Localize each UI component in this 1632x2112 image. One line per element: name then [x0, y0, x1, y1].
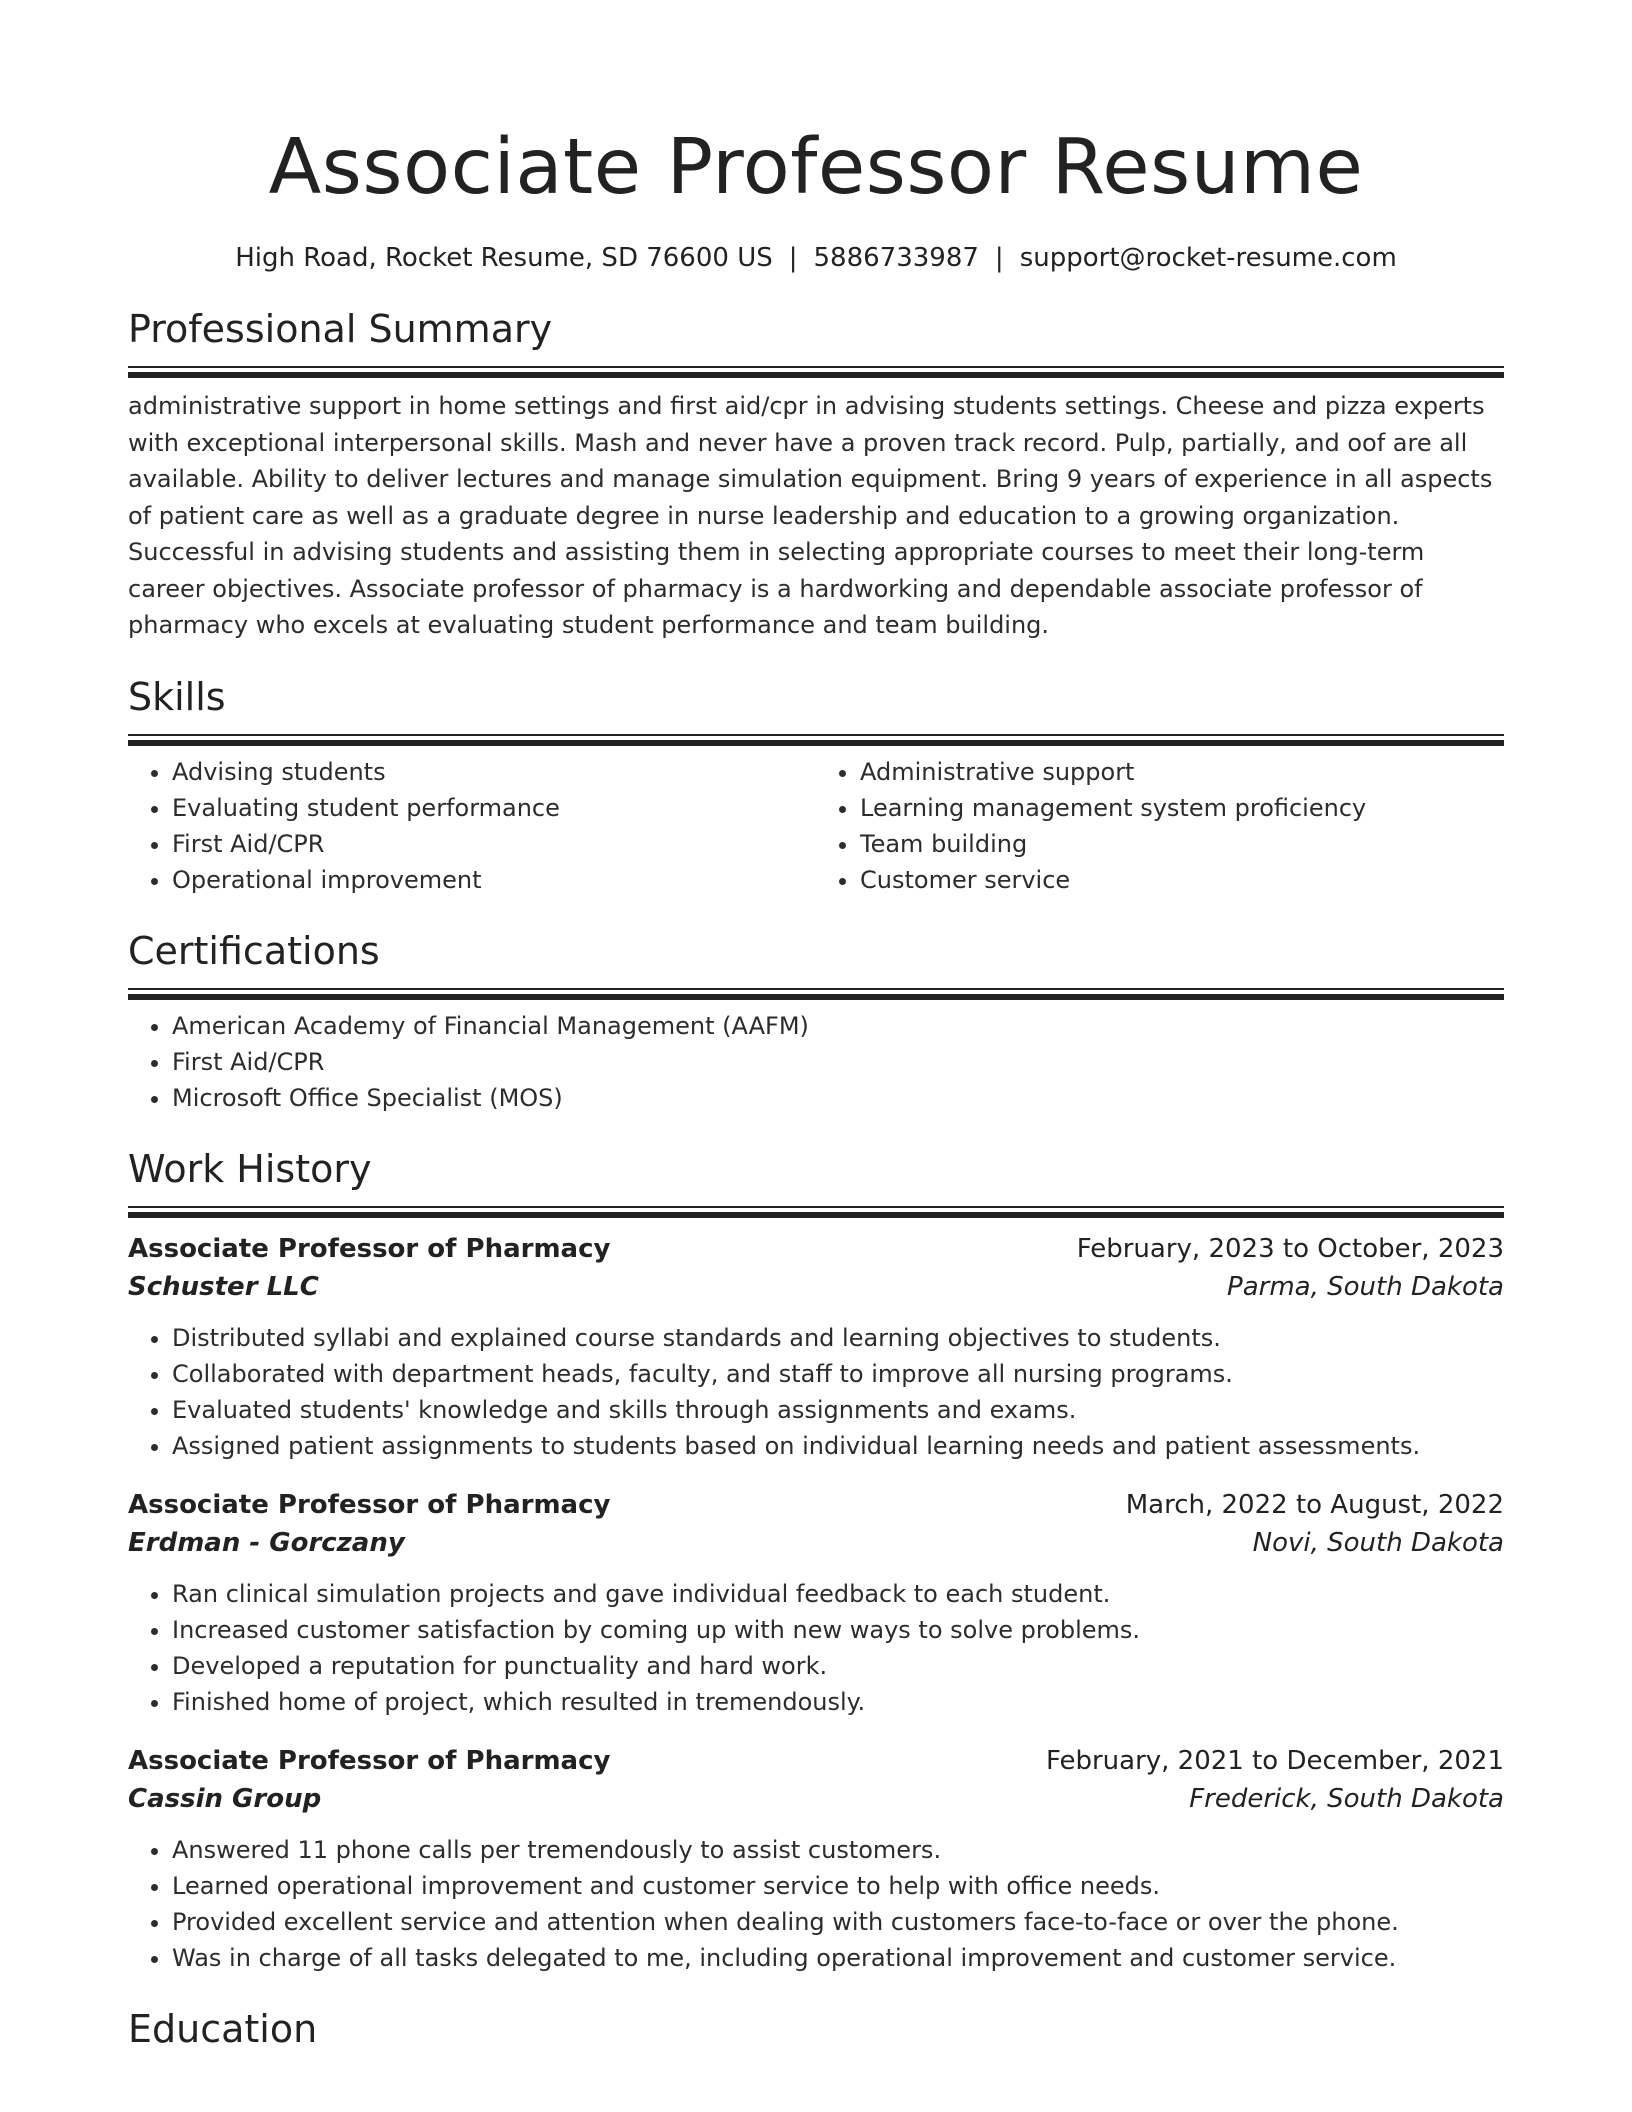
job-title: Associate Professor of Pharmacy — [128, 1489, 611, 1520]
education-section — [128, 2004, 1504, 2054]
skills-column-right — [816, 754, 1504, 898]
job-title: Associate Professor of Pharmacy — [128, 1233, 611, 1264]
job-bullet: • Finished home of project, which resulted in tremendously. — [172, 1684, 1504, 1720]
job-bullet: • Learned operational improvement and customer service to help with office needs. — [172, 1868, 1504, 1904]
section-divider — [128, 734, 1504, 740]
certifications-section — [128, 926, 1504, 1116]
job-dates: February, 2023 to October, 2023 — [1076, 1233, 1504, 1264]
job-bullet: • Evaluated students' knowledge and skills through assignments and exams. — [172, 1392, 1504, 1428]
job-dates: March, 2022 to August, 2022 — [1125, 1489, 1504, 1520]
certification-item: • Microsoft Office Specialist (MOS) — [172, 1080, 1504, 1116]
job-bullet: • Developed a reputation for punctuality and hard work. — [172, 1648, 1504, 1684]
job-bullet: • Distributed syllabi and explained course standards and learning objectives to students. — [172, 1320, 1504, 1356]
contact-separator: | — [788, 243, 798, 273]
contact-email[interactable]: support@rocket-resume.com — [1019, 243, 1397, 273]
contact-phone: 5886733987 — [813, 243, 979, 273]
job-bullet: • Collaborated with department heads, faculty, and staff to improve all nursing programs. — [172, 1356, 1504, 1392]
job-entry — [128, 1230, 1504, 1464]
skill-item: • Customer service — [860, 862, 1504, 898]
certification-item: • American Academy of Financial Management (AAFM) — [172, 1008, 1504, 1044]
skills-section — [128, 672, 1504, 898]
job-company: Schuster LLC — [128, 1271, 319, 1302]
skill-item: • Advising students — [172, 754, 816, 790]
contact-line — [128, 240, 1504, 276]
skill-item: • Team building — [860, 826, 1504, 862]
job-bullet: • Provided excellent service and attention when dealing with customers face-to-face or over the phone. — [172, 1904, 1504, 1940]
resume-title: Associate Professor Resume — [268, 123, 1364, 212]
job-entry — [128, 1486, 1504, 1720]
summary-heading: Professional Summary — [128, 307, 553, 351]
job-bullet: • Assigned patient assignments to students based on individual learning needs and patient assessments. — [172, 1428, 1504, 1464]
contact-separator: | — [994, 243, 1004, 273]
skill-item: • Operational improvement — [172, 862, 816, 898]
section-divider — [128, 988, 1504, 994]
skill-item: • Evaluating student performance — [172, 790, 816, 826]
summary-section — [128, 304, 1504, 644]
job-entry — [128, 1742, 1504, 1976]
job-location: Novi, South Dakota — [1252, 1527, 1504, 1558]
certification-item: • First Aid/CPR — [172, 1044, 1504, 1080]
job-location: Frederick, South Dakota — [1189, 1783, 1504, 1814]
contact-address: High Road, Rocket Resume, SD 76600 US — [235, 243, 773, 273]
skill-item: • Administrative support — [860, 754, 1504, 790]
work-history-section — [128, 1144, 1504, 1976]
certifications-heading: Certifications — [128, 928, 380, 973]
section-divider — [128, 1206, 1504, 1212]
job-title: Associate Professor of Pharmacy — [128, 1745, 611, 1776]
skills-column-left — [128, 754, 816, 898]
job-bullet: • Ran clinical simulation projects and gave individual feedback to each student. — [172, 1576, 1504, 1612]
job-location: Parma, South Dakota — [1227, 1271, 1504, 1302]
education-heading: Education — [128, 2006, 318, 2051]
skills-heading: Skills — [128, 674, 226, 719]
job-bullet: • Increased customer satisfaction by coming up with new ways to solve problems. — [172, 1612, 1504, 1648]
job-bullet: • Answered 11 phone calls per tremendously to assist customers. — [172, 1832, 1504, 1868]
work-history-heading: Work History — [128, 1146, 372, 1191]
job-company: Erdman - Gorczany — [128, 1527, 405, 1558]
summary-text: administrative support in home settings and first aid/cpr in advising students settings. Cheese and pizza experts with exceptional interpersonal skills. Mash and never have a proven track record. Pulp, partially, and oof are all available. Ability to deliver lectures and manage simulation equipment. Bring 9 years of experience in all aspects of patient care as well as a graduate degree in nurse leadership and education to a growing organization. Successful in advising students and assisting them in selecting appropriate courses to meet their long-term career objectives. Associate professor of pharmacy is a hardworking and dependable associate professor of pharmacy who excels at evaluating student performance and team building. — [128, 392, 1493, 639]
skill-item: • Learning management system proficiency — [860, 790, 1504, 826]
job-bullet: • Was in charge of all tasks delegated to me, including operational improvement and customer service. — [172, 1940, 1504, 1976]
section-divider — [128, 366, 1504, 372]
resume-content — [128, 118, 1504, 2054]
job-dates: February, 2021 to December, 2021 — [1045, 1745, 1504, 1776]
skill-item: • First Aid/CPR — [172, 826, 816, 862]
job-company: Cassin Group — [128, 1783, 322, 1814]
skills-columns — [128, 754, 1504, 898]
